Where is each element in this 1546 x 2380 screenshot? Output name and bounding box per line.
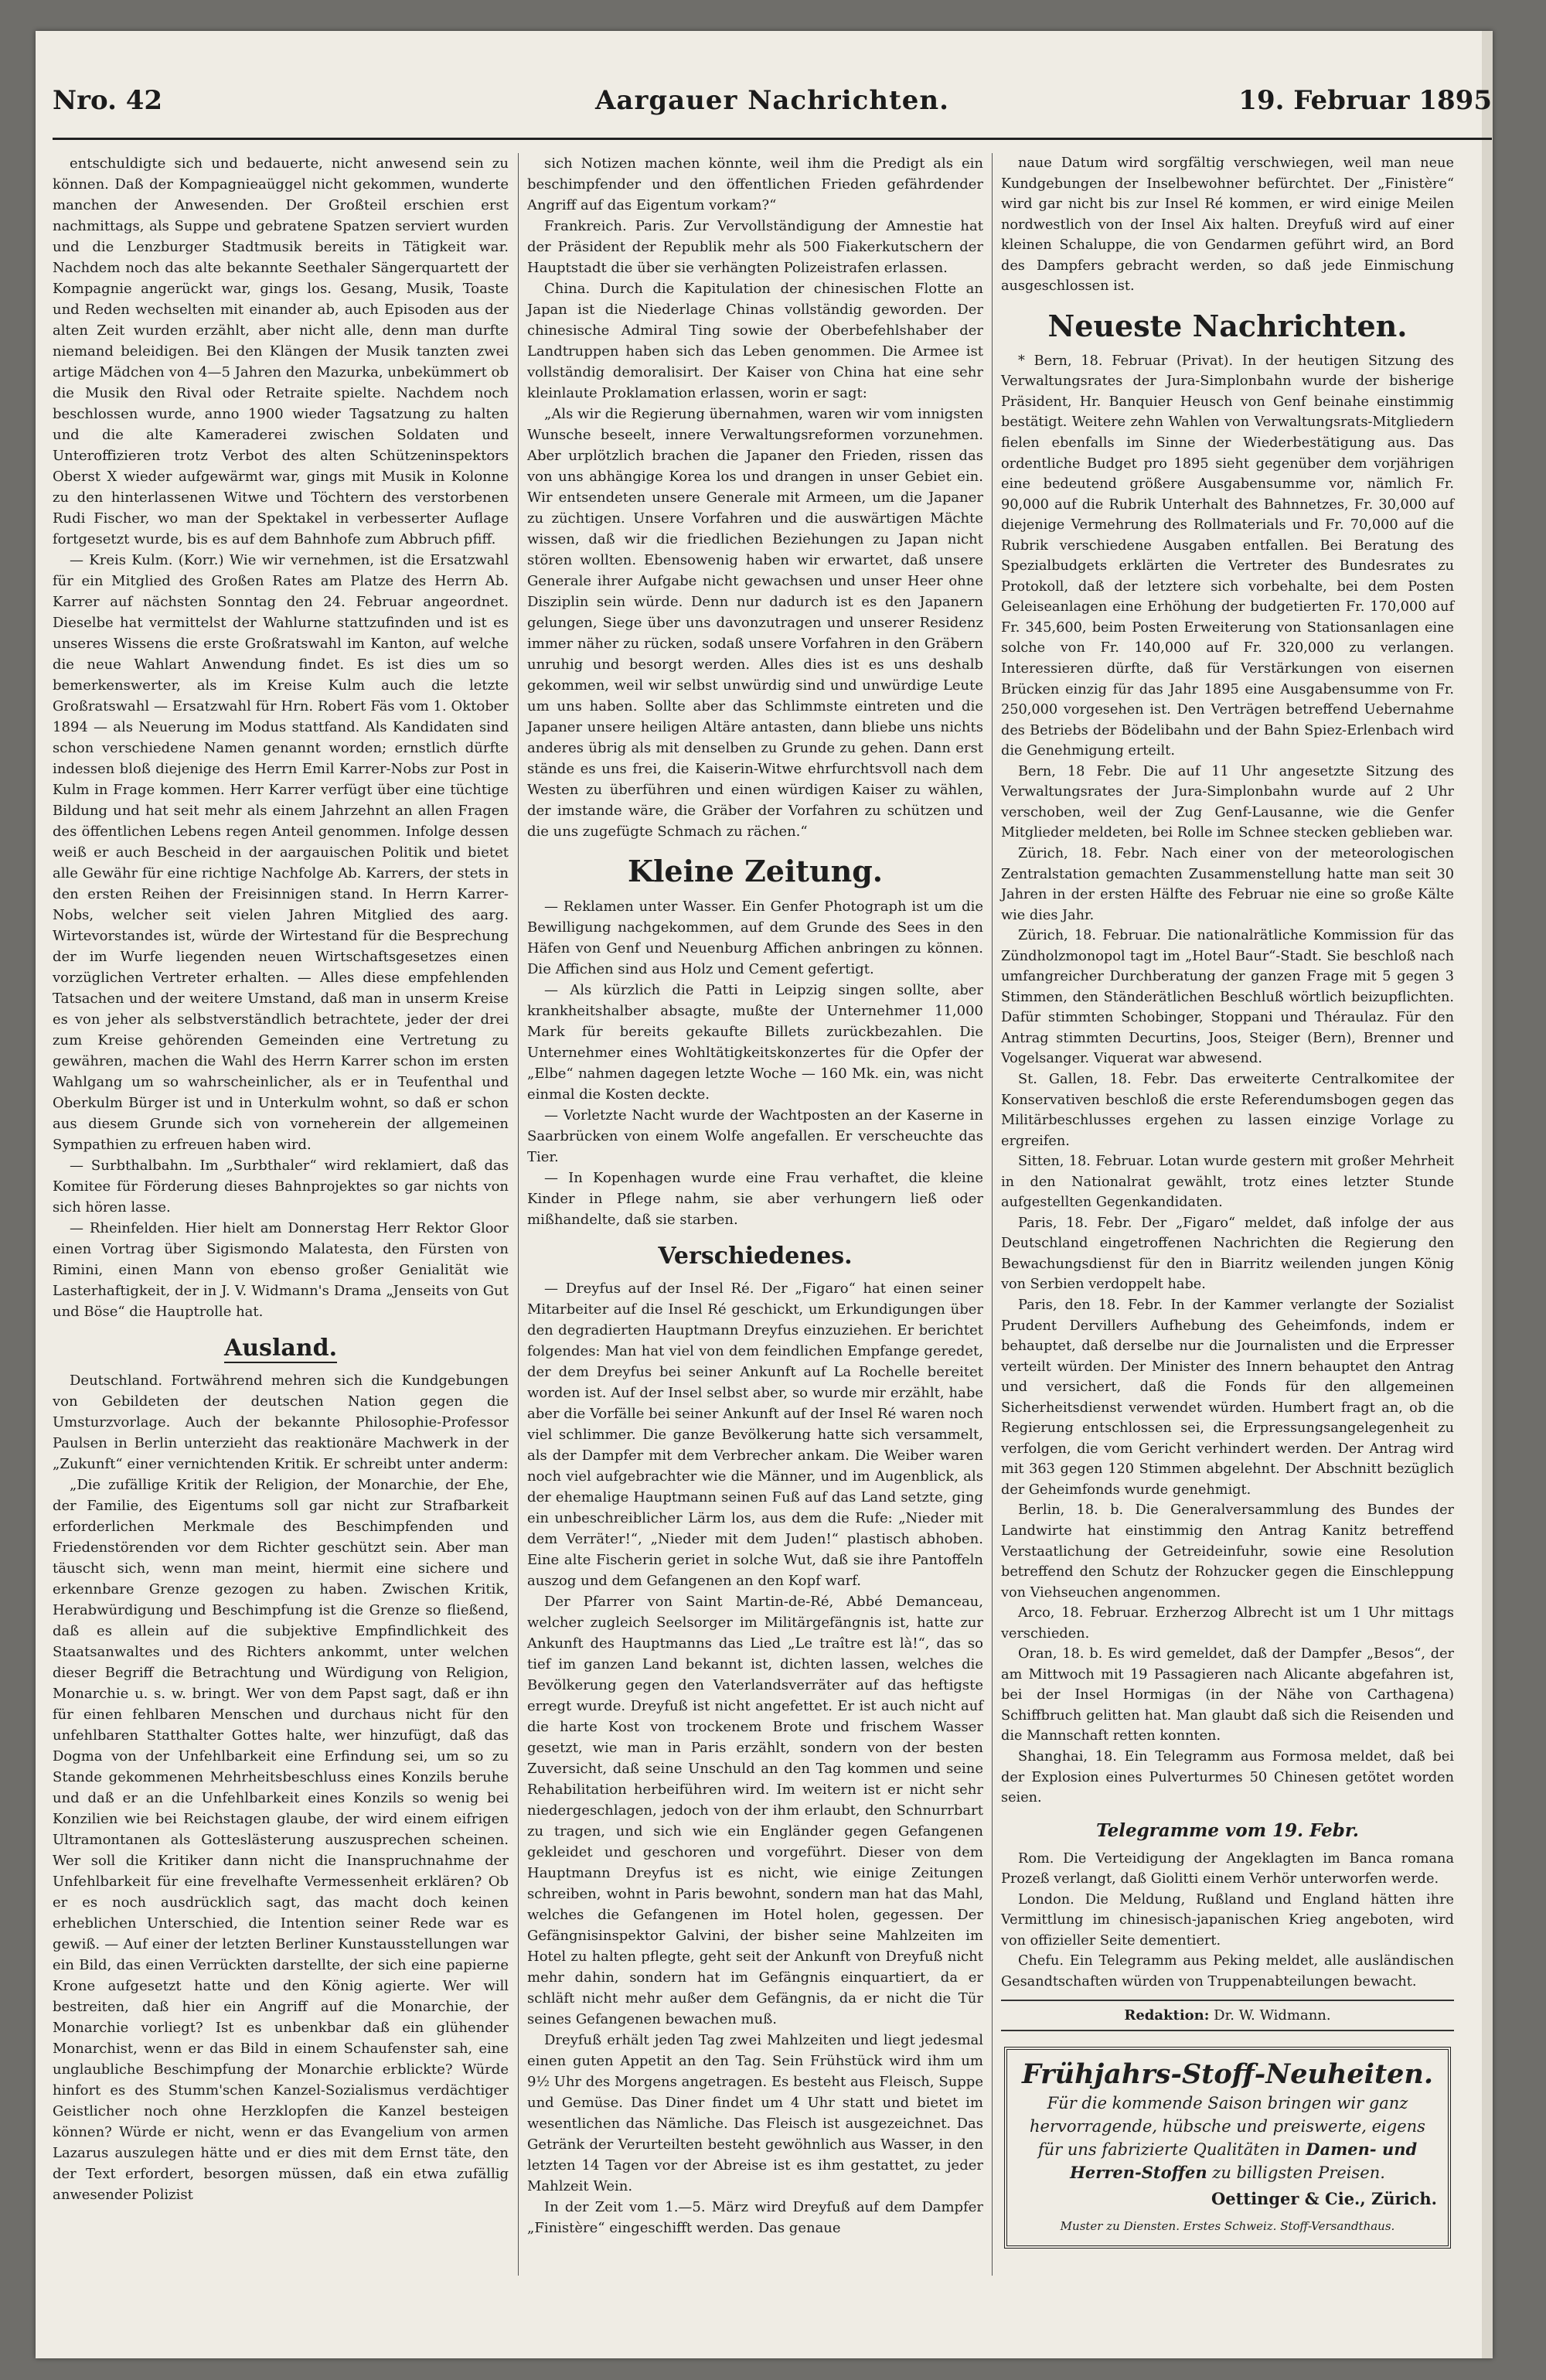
editor-label: Redaktion: [1124,2007,1210,2024]
editor-line [1001,2000,1454,2031]
article-text: entschuldigte sich und bedauerte, nicht anwesend sein zu können. Daß der Kompagnieaüggel nicht gekommen, wunderte manchen der Anwesenden. Der Großteil erschien erst nachmittags, als Suppe und gebratene Spatzen serviert wurden und die Lenzburger Stadtmusik bereits in Tätigkeit war. Nachdem noch das alte bekannte Seethaler Sängerquartett der Kompagnie angerückt war, gings los. Gesang, Musik, Toaste und Reden wechselten mit einander ab, auch Episoden aus der alten Zeit wurden erzählt, aber nicht alle, denn man durfte niemand beleidigen. Bei den Klängen der Musik tanzten zwei artige Mädchen von 4—5 Jahren den Mazurka, unbekümmert ob die Musik den Rival oder Retraite spielte. Nachdem noch beschlossen wurde, anno 1900 wieder Tagsatzung zu halten und die alte Kameraderei zwischen Soldaten und Unteroffizieren trotz Verbot des alten Schützeninspektors Oberst X wieder aufgewärmt war, gings mit Musik in Kolonne zu den hinterlassenen Witwe und Töchtern des verstorbenen Rudi Fischer, wo man der Spektakel in verbesserter Auflage fortgesetzt wurde, bis es auf dem Bahnhofe zum Abbruch pfiff. [53,155,509,547]
column-2 [527,153,983,2238]
article-china: China. Durch die Kapitulation der chinesischen Flotte an Japan ist die Niederlage Chinas vollständig geworden. Der chinesische Admiral Ting sowie der Oberbefehlshaber der Landtruppen haben sich das Leben genommen. Die Armee ist vollständig demoralisirt. Der Kaiser von China hat eine sehr kleinlaute Proklamation erlassen, worin er sagt: [527,281,983,401]
article-frankreich: Frankreich. Paris. Zur Vervollständigung der Amnestie hat der Präsident der Republik mehr als 500 Fiakerkutschern der Hauptstadt die über sie verhängten Polizeistrafen erlassen. [527,218,983,276]
column-divider [992,153,993,2276]
news-item: — Vorletzte Nacht wurde der Wachtposten an der Kaserne in Saarbrücken von einem Wolfe angefallen. Er verscheuchte das Tier. [527,1107,983,1165]
news-item: Rom. Die Verteidigung der Angeklagten im Banca romana Prozeß verlangt, daß Giolitti einem Verhör unterworfen werde. [1001,1850,1454,1887]
news-item: Chefu. Ein Telegramm aus Peking meldet, alle ausländischen Gesandtschaften würden von Truppenabteilungen bewacht. [1001,1953,1454,1990]
column-3 [1001,153,1454,2249]
news-item: Oran, 18. b. Es wird gemeldet, daß der Dampfer „Besos“, der am Mittwoch mit 19 Passagieren nach Alicante abgefahren ist, bei der Insel Hormigas (in der Nähe von Carthagena) Schiffbruch gelitten hat. Man glaubt daß sich die Reisenden und die Mannschaft retten konnten. [1001,1646,1454,1744]
news-item: * Bern, 18. Februar (Privat). In der heutigen Sitzung des Verwaltungsrates der Jura-Simplonbahn wurde der bisherige Präsident, Hr. Banquier Heusch von Genf beinahe einstimmig bestätigt. Weitere zehn Wahlen von Verwaltungsrats-Mitgliedern fielen ebenfalls im Sinne der Wiederbestätigung aus. Das ordentliche Budget pro 1895 sieht gegenüber dem vorjährigen eine bedeutend größere Ausgabensumme vor, nämlich Fr. 90,000 auf die Rubrik Unterhalt des Bahnnetzes, Fr. 30,000 auf diejenige Vermehrung des Rollmaterials und Fr. 70,000 auf die Rubrik verschiedene Ausgaben entfallen. Bei Beratung des Spezialbudgets erklärten die Vertreter des Bundesrates zu Protokoll, daß der letztere sich vorbehalte, bei dem Posten Geleiseanlagen eine Erhöhung der budgetierten Fr. 170,000 auf Fr. 345,600, beim Posten Erweiterung von Stationsanlagen eine solche von Fr. 140,000 auf Fr. 320,000 zu verlangen. Interessieren dürfte, daß für Verstärkungen von eisernen Brücken einzig für das Jahr 1895 eine Ausgabensumme von Fr. 250,000 vorgesehen ist. Den Verträgen betreffend Uebernahme des Betriebs der Bödelibahn und der Bahn Spiez-Erlenbach wird die Genehmigung erteilt. [1001,353,1454,759]
article-rheinfelden: — Rheinfelden. Hier hielt am Donnerstag Herr Rektor Gloor einen Vortrag über Sigismondo Malatesta, den Fürsten von Rimini, einen Mann von ebenso großer Genialität wie Lasterhaftigkeit, der in J. V. Widmann's Drama „Jenseits von Gut und Böse“ die Hauptrolle hat. [53,1220,509,1320]
ad-text: Für die kommende Saison bringen wir ganz hervorragende, hübsche und preiswerte, eigens für uns fabrizierte Qualitäten in Damen- und Herren-Stoffen zu billigsten Preisen. [1030,2094,1425,2183]
section-heading-verschiedenes: Verschiedenes. [658,1243,853,1270]
ad-firm: Oettinger & Cie., Zürich. [1211,2189,1437,2209]
news-item: Bern, 18 Febr. Die auf 11 Uhr angesetzte Sitzung des Verwaltungsrates der Jura-Simplonbahn wurde auf 2 Uhr verschoben, weil der Zug Genf-Lausanne, wie die Genfer Mitglieder meldeten, bei Rolle im Schnee stecken geblieben war. [1001,763,1454,841]
issue-number: Nro. 42 [53,85,163,116]
article-text: Der Pfarrer von Saint Martin-de-Ré, Abbé Demanceau, welcher zugleich Seelsorger im Militärgefängnis ist, hatte zur Ankunft des Hauptmanns das Lied „Le traître est là!“, das so tief im ganzen Land bekannt ist, dichten lassen, welches die Bevölkerung gegen den Vaterlandsverräter auf das heftigste erregt wurde. Dreyfuß ist nicht angefettet. Er ist auch nicht auf die harte Kost von trockenem Brote und frischem Wasser gesetzt, wie man in Paris erzählt, sondern von der besten Zuversicht, daß seine Unschuld an den Tag kommen und seine Rehabilitation herbeiführen wird. Im weitern ist er nicht sehr niedergeschlagen, jedoch von der ihm erlaubt, den Schnurrbart zu tragen, und sich wie ein Engländer gegen Gefangenen gekleidet und geschoren und vorgeführt. Dieser von dem Hauptmann Dreyfus ist es nicht, wie einige Zeitungen schreiben, wohnt in Paris bewohnt, sondern man hat das Mahl, welches die Gefangenen im Hotel holen, gegessen. Der Gefängnisinspektor Galvini, der bisher seine Mahlzeiten im Hotel zu halten pflegte, geht seit der Ankunft von Dreyfuß nicht mehr dahin, sondern hat im Gefängnis einquartiert, da er schläft nicht mehr außer dem Gefängnis, da er nicht die Tür seines Gefangenen bewachen muß. [527,1594,983,2027]
news-item: Paris, den 18. Febr. In der Kammer verlangte der Sozialist Prudent Dervillers Aufhebung des Geheimfonds, indem er behauptet, daß derselbe nur die Journalisten und die Erpresser verteilt würden. Der Minister des Innern behauptet den Antrag und versichert, daß die Fonds für den allgemeinen Sicherheitsdienst verwendet würden. Humbert fragt an, ob die Regierung entschlossen sei, die Erpressungsangelegenheit zu verfolgen, die vom Gericht verhindert werden. Der Antrag wird mit 363 gegen 120 Stimmen abgelehnt. Der Abschnitt bezüglich der Geheimfonds wurde genehmigt. [1001,1297,1454,1498]
section-heading-telegramme: Telegramme vom 19. Febr. [1096,1819,1359,1841]
page-header [53,85,1492,139]
section-heading-neueste-nachrichten: Neueste Nachrichten. [1047,308,1408,343]
article-quote: „Die zufällige Kritik der Religion, der Monarchie, der Ehe, der Familie, des Eigentums soll gar nicht zur Strafbarkeit erforderlichen Merkmale des Beschimpfenden und Friedenstörenden vor dem Richter geschützt sein. Aber man täuscht sich, wenn man meint, hiermit eine sichere und erkennbare Grenze gezogen zu haben. Zwischen Kritik, Herabwürdigung und Beschimpfung ist die Grenze so fließend, daß es allein auf die subjektive Empfindlichkeit des Staatsanwaltes und des Richters ankommt, unter welchen dieser Begriff die Betrachtung und Würdigung von Religion, Monarchie u. s. w. bringt. Wer von dem Papst sagt, daß er ihn für einen fehlbaren Menschen und durchaus nicht für den unfehlbaren Statthalter Gottes halte, wer hinzufügt, daß das Dogma von der Unfehlbarkeit eine Erfindung sei, um so zu Stande gekommenen Mehrheitsbeschluss eines Konzils beruhe und daß er an die Unfehlbarkeit eines Konzils so wenig bei Konzilien wie bei Reichstagen glaube, der wird einem eifrigen Ultramontanen als Gotteslästerung auszusprechen scheinen. Wer soll die Kritiker dann nicht die Inanspruchnahme der Unfehlbarkeit für eine frevelhafte Vermessenheit erklären? Ob er es noch ausdrücklich sagt, das macht doch keinen erheblichen Unterschied, die Intention seiner Rede war es gewiß. — Auf einer der letzten Berliner Kunstausstellungen war ein Bild, das einen Verrückten darstellte, der sich eine papierne Krone aufgesetzt hatte und den König agierte. Wer will bestreiten, daß hier ein Angriff auf die Monarchie, der Monarchie vorliegt? Ist es unbenkbar daß ein glühender Monarchist, wenn er das Bild in einem Schaufenster sah, eine unglaubliche Beschimpfung der Monarchie erblickte? Würde hinfort es des Stumm'schen Kanzel-Sozialismus verdächtiger Geistlicher noch ohne Herzklopfen die Kanzel besteigen können? Würde er nicht, wenn er das Evangelium von armen Lazarus auszulegen hätte und er dies mit dem Ernst täte, den der Text erfordert, besorgen müssen, daß ein etwa zufällig anwesender Polizist [53,1477,509,2203]
article-dreyfus: — Dreyfus auf der Insel Ré. Der „Figaro“ hat einen seiner Mitarbeiter auf die Insel Ré geschickt, um Erkundigungen über den degradierten Hauptmann Dreyfus einzuziehen. Er berichtet folgendes: Man hat viel von dem feindlichen Empfange geredet, der dem Dreyfus bei seiner Ankunft auf La Rochelle bereitet worden ist. Auf der Insel selbst aber, so wurde mir erzählt, habe aber die Vorfälle bei seiner Ankunft auf der Insel Ré waren noch viel schlimmer. Die ganze Bevölkerung hatte sich versammelt, als der Dampfer mit dem Verbrecher ankam. Die Weiber waren noch viel aufgebrachter wie die Männer, und im Augenblick, als der ehemalige Hauptmann seinen Fuß auf das Land setzte, ging ein unbeschreiblicher Lärm los, aus dem die Rufe: „Nieder mit dem Verräter!“, „Nieder mit dem Juden!“ plastisch abhoben. Eine alte Fischerin geriet in solche Wut, daß sie ihre Pantoffeln auszog und dem Gefangenen an den Kopf warf. [527,1280,983,1589]
article-surbthalbahn: — Surbthalbahn. Im „Surbthaler“ wird reklamiert, daß das Komitee für Förderung dieses Bahnprojektes so gar nichts von sich hören lasse. [53,1158,509,1216]
news-item: London. Die Meldung, Rußland und England hätten ihre Vermittlung im chinesisch-japanischen Krieg angeboten, wird von offizieller Seite dementiert. [1001,1891,1454,1949]
ad-footer: Muster zu Diensten. Erstes Schweiz. Stoff-Versandthaus. [1060,2218,1395,2233]
advertisement [1004,2047,1451,2249]
article-text: sich Notizen machen könnte, weil ihm die Predigt als ein beschimpfender und den öffentlichen Frieden gefährdender Angriff auf das Eigentum vorkam?“ [527,155,983,213]
editor-name: Dr. W. Widmann. [1214,2007,1331,2024]
news-item: Sitten, 18. Februar. Lotan wurde gestern mit großer Mehrheit in den Nationalrat gewählt, trotz eines letzter Stunde aufgestellten Gegenkandidaten. [1001,1154,1454,1211]
article-text: Dreyfuß erhält jeden Tag zwei Mahlzeiten und liegt jedesmal einen guten Appetit an den Tag. Sein Frühstück wird ihm um 9½ Uhr des Morgens angetragen. Es besteht aus Fleisch, Suppe und Gemüse. Das Diner findet um 4 Uhr statt und bietet im wesentlichen das Nämliche. Das Fleisch ist ausgezeichnet. Das Getränk der Verurteilten besteht gewöhnlich aus Wasser, in den letzten 14 Tagen vor der Abreise ist es ihm gestattet, zu jeder Mahlzeit Wein. [527,2032,983,2194]
column-1 [53,153,509,2205]
news-item: — In Kopenhagen wurde eine Frau verhaftet, die kleine Kinder in Pflege nahm, sie aber verhungern ließ oder mißhandelte, daß sie starben. [527,1170,983,1228]
issue-date: 19. Februar 1895 [1238,85,1492,116]
news-item: Zürich, 18. Februar. Die nationalrätliche Kommission für das Zündholzmonopol tagt im „Hotel Baur“-Stadt. Sie beschloß nach umfangreicher Durchberatung der ganzen Frage mit 5 gegen 3 Stimmen, den Ständerätlichen Beschluß wörtlich beizupflichten. Dafür stimmten Schobinger, Stoppani und Théraulaz. Für den Antrag stimmten Decurtins, Joos, Steiger (Bern), Brenner und Vogelsanger. Viquerat war abwesend. [1001,928,1454,1067]
article-kreis-kulm: — Kreis Kulm. (Korr.) Wie wir vernehmen, ist die Ersatzwahl für ein Mitglied des Großen Rates am Platze des Herrn Ab. Karrer auf nächsten Sonntag den 24. Februar angeordnet. Dieselbe hat vermittelst der Wahlurne stattzufinden und ist es unseres Wissens die erste Großratswahl im Kanton, auf welche die neue Wahlart Anwendung findet. Es ist dies um so bemerkenswerter, als im Kreise Kulm auch die letzte Großratswahl — Ersatzwahl für Hrn. Robert Fäs vom 1. Oktober 1894 — als Neuerung im Modus stattfand. Als Kandidaten sind schon verschiedene Namen genannt worden; ernstlich dürfte indessen bloß diejenige des Herrn Emil Karrer-Nobs zur Post in Kulm in Frage kommen. Herr Karrer verfügt über eine tüchtige Bildung und hat seit mehr als einem Jahrzehnt an allen Fragen des öffentlichen Lebens regen Anteil genommen. Infolge dessen weiß er auch Bescheid in der aargauischen Politik und bietet alle Gewähr für eine richtige Nachfolge Ab. Karrers, der stets in den ersten Reihen der Freisinnigen stand. In Herrn Karrer-Nobs, welcher seit vielen Jahren Mitglied des aarg. Wirtevorstandes ist, würde der Wirtestand für die Besprechung der im Wurfe liegenden neuen Wirtschaftsgesetzes einen vorzüglichen Vertreter erhalten. — Alles diese empfehlenden Tatsachen und der weitere Umstand, daß man in unserm Kreise es von jeher als selbstverständlich betrachtete, jeder der drei zum Kreise gehörenden Gemeinden eine Vertretung zu gewähren, machen die Wahl des Herrn Karrer schon im ersten Wahlgang um so wahrscheinlicher, als er in Teufenthal und Oberkulm Bürger ist und in Unterkulm wohnt, so daß er schon aus diesem Grunde sich von vorneherein der allgemeinen Sympathien zu erfreuen haben wird. [53,552,509,1153]
article-text: naue Datum wird sorgfältig verschwiegen, weil man neue Kundgebungen der Inselbewohner befürchtet. Der „Finistère“ wird gar nicht bis zur Insel Ré kommen, er wird einige Meilen nordwestlich von der Insel Aix halten. Dreyfuß wird auf einer kleinen Schaluppe, die von Gendarmen geführt wird, an Bord des Dampfers gebracht werden, so daß jede Einmischung ausgeschlossen ist. [1001,155,1454,295]
newspaper-title: Aargauer Nachrichten. [595,85,949,116]
article-proclamation: „Als wir die Regierung übernahmen, waren wir vom innigsten Wunsche beseelt, innere Verwaltungsreformen vorzunehmen. Aber urplötzlich brachen die Japaner den Frieden, rissen das von uns abhängige Korea los und drangen in unser Gebiet ein. Wir entsendeten unsere Generale mit Armeen, um die Japaner zu züchtigen. Unsere Vorfahren und die auswärtigen Mächte wissen, daß wir die friedlichen Beziehungen zu Japan nicht stören wollten. Ebensowenig haben wir erwartet, daß unsere Generale ihrer Aufgabe nicht gewachsen und unser Heer ohne Disziplin sein würde. Denn nur dadurch ist es den Japanern gelungen, Siege über uns davonzutragen und unserer Residenz immer näher zu rücken, sodaß unsere Vorfahren in den Gräbern unruhig und besorgt werden. Alles dies ist es uns deshalb gekommen, weil wir selbst unwürdig sind und unwürdige Leute um uns haben. Sollte aber das Schlimmste eintreten und die Japaner unsere heiligen Altäre antasten, dann bliebe uns nichts anderes übrig als mit denselben zu Grunde zu gehen. Dann erst stände es uns frei, die Kaiserin-Witwe ehrfurchtsvoll nach dem Westen zu überführen und einen würdigen Kaiser zu wählen, der imstande wäre, die Gräber der Vorfahren zu schützen und die uns zugefügte Schmach zu rächen.“ [527,406,983,840]
news-item: Zürich, 18. Febr. Nach einer von der meteorologischen Zentralstation gemachten Zusammenstellung hatte man seit 30 Jahren in der ersten Hälfte des Februar nie eine so große Kälte wie dies Jahr. [1001,845,1454,923]
news-item: — Reklamen unter Wasser. Ein Genfer Photograph ist um die Bewilligung nachgekommen, auf dem Grunde des Sees in den Häfen von Genf und Neuenburg Affichen anbringen zu können. Die Affichen sind aus Holz und Cement gefertigt. [527,898,983,977]
article-deutschland: Deutschland. Fortwährend mehren sich die Kundgebungen von Gebildeten der deutschen Nation gegen die Umsturzvorlage. Auch der bekannte Philosophie-Professor Paulsen in Berlin unterzieht das reaktionäre Machwerk in der „Zukunft“ einer vernichtenden Kritik. Er schreibt unter anderm: [53,1372,509,1472]
article-text: In der Zeit vom 1.—5. März wird Dreyfuß auf dem Dampfer „Finistère“ eingeschifft werden. Das genaue [527,2199,983,2236]
news-item: Arco, 18. Februar. Erzherzog Albrecht ist um 1 Uhr mittags verschieden. [1001,1605,1454,1642]
news-item: Paris, 18. Febr. Der „Figaro“ meldet, daß infolge der aus Deutschland eingetroffenen Nachrichten die Regierung den Bewachungsdienst für den in Biarritz weilenden jungen König von Serbien verdoppelt habe. [1001,1215,1454,1293]
section-heading-kleine-zeitung: Kleine Zeitung. [627,854,884,888]
news-item: — Als kürzlich die Patti in Leipzig singen sollte, aber krankheitshalber absagte, mußte der Unternehmer 11,000 Mark für bereits gekaufte Billets zurückbezahlen. Die Unternehmer eines Wohltätigkeitskonzertes für die Opfer der „Elbe“ nahmen dagegen letzte Woche — 160 Mk. ein, was nicht einmal die Kosten deckte. [527,982,983,1103]
news-item: Shanghai, 18. Ein Telegramm aus Formosa meldet, daß bei der Explosion eines Pulverturmes 50 Chinesen getötet worden seien. [1001,1749,1454,1806]
section-heading-ausland: Ausland. [223,1335,338,1362]
column-divider [518,153,519,2276]
header-rule [53,138,1492,140]
news-item: St. Gallen, 18. Febr. Das erweiterte Centralkomitee der Konservativen beschloß die erste Referendumsbogen gegen das Militärbeschlusses ergehen zu lassen einzige Vorlage zu ergreifen. [1001,1071,1454,1149]
news-item: Berlin, 18. b. Die Generalversammlung des Bundes der Landwirte hat einstimmig den Antrag Kanitz betreffend Verstaatlichung der Getreideinfuhr, sowie eine Resolution betreffend den Schutz der Rohzucker gegen die Einschleppung von Viehseuchen angenommen. [1001,1502,1454,1601]
page-edge [1482,31,1493,2358]
ad-title: Frühjahrs-Stoff-Neuheiten. [1021,2058,1434,2091]
